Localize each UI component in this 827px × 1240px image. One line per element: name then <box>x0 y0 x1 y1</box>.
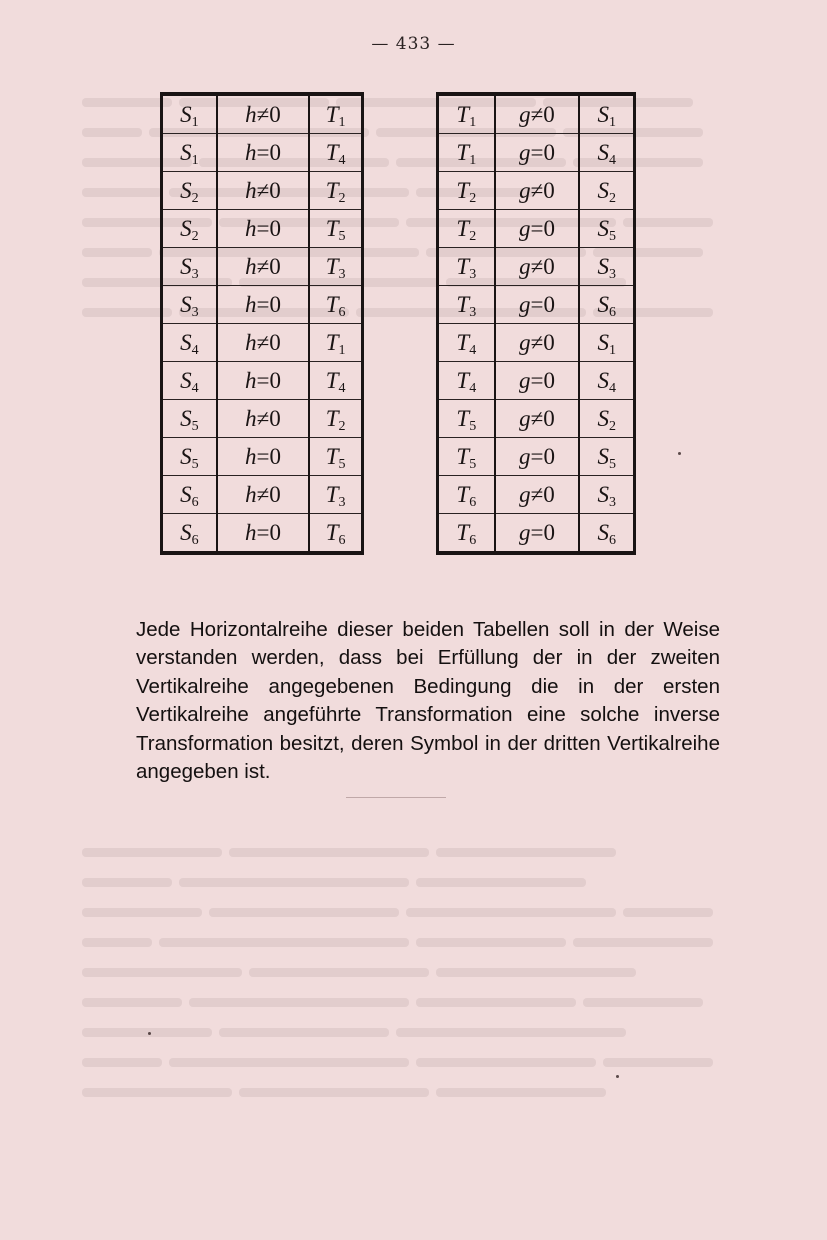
inverse-index: 3 <box>608 266 616 282</box>
transformation-cell <box>162 134 217 172</box>
table-row <box>162 362 363 400</box>
condition-relation: ≠ <box>530 253 544 279</box>
inverse-index: 6 <box>608 304 616 320</box>
condition-value: 0 <box>543 291 555 317</box>
table-row <box>438 324 635 362</box>
transformation-cell <box>438 514 495 554</box>
condition-cell <box>217 438 310 476</box>
inverse-index: 4 <box>608 380 616 396</box>
condition-cell <box>217 210 310 248</box>
condition-value: 0 <box>543 443 555 469</box>
inverse-index: 1 <box>608 342 616 358</box>
condition-cell <box>495 134 580 172</box>
paper-speck <box>148 1032 151 1035</box>
condition-variable: g <box>518 443 531 469</box>
transformation-cell <box>162 400 217 438</box>
inverse-index: 6 <box>338 304 346 320</box>
condition-cell <box>217 172 310 210</box>
inverse-index: 2 <box>338 190 346 206</box>
inverse-cell <box>309 210 362 248</box>
inverse-index: 5 <box>338 228 346 244</box>
inverse-letter: T <box>325 329 339 355</box>
transformation-index: 2 <box>191 190 199 206</box>
inverse-index: 2 <box>608 190 616 206</box>
condition-relation: ≠ <box>256 253 270 279</box>
transformation-index: 4 <box>191 380 199 396</box>
condition-cell <box>495 286 580 324</box>
condition-variable: h <box>244 139 257 165</box>
inverse-cell <box>309 248 362 286</box>
condition-value: 0 <box>269 367 281 393</box>
condition-cell <box>217 134 310 172</box>
table-row <box>162 324 363 362</box>
transformation-cell <box>162 476 217 514</box>
transformation-cell <box>438 94 495 134</box>
condition-value: 0 <box>543 139 555 165</box>
inverse-letter: S <box>597 481 609 507</box>
inverse-index: 5 <box>608 456 616 472</box>
condition-relation: = <box>256 291 270 317</box>
condition-value: 0 <box>543 177 555 203</box>
inverse-cell <box>309 438 362 476</box>
transformation-index: 3 <box>191 266 199 282</box>
transformation-letter: T <box>456 291 470 317</box>
condition-variable: g <box>518 291 531 317</box>
table-row <box>438 210 635 248</box>
condition-value: 0 <box>543 481 555 507</box>
condition-variable: h <box>244 367 257 393</box>
transformation-cell <box>438 286 495 324</box>
condition-value: 0 <box>269 177 281 203</box>
inverse-letter: S <box>597 291 609 317</box>
inverse-cell <box>579 94 634 134</box>
inverse-index: 6 <box>608 532 616 548</box>
table-row <box>162 400 363 438</box>
transformation-letter: T <box>456 177 470 203</box>
table-row <box>438 248 635 286</box>
inverse-index: 5 <box>608 228 616 244</box>
inverse-index: 6 <box>338 532 346 548</box>
condition-variable: g <box>519 405 531 431</box>
inverse-table-left-body <box>162 94 363 553</box>
inverse-cell <box>579 362 634 400</box>
inverse-cell <box>579 324 634 362</box>
transformation-letter: T <box>456 139 470 165</box>
inverse-cell <box>309 400 362 438</box>
transformation-cell <box>438 438 495 476</box>
condition-variable: h <box>244 215 257 241</box>
inverse-index: 4 <box>338 380 346 396</box>
condition-variable: g <box>519 101 531 127</box>
condition-relation: ≠ <box>530 405 544 431</box>
inverse-table-left <box>160 92 364 555</box>
table-row <box>438 514 635 554</box>
transformation-letter: T <box>456 443 470 469</box>
inverse-cell <box>309 134 362 172</box>
transformation-index: 3 <box>469 266 477 282</box>
inverse-cell <box>579 286 634 324</box>
transformation-cell <box>162 286 217 324</box>
condition-relation: ≠ <box>256 481 270 507</box>
condition-relation: = <box>530 367 544 393</box>
table-row <box>438 400 635 438</box>
transformation-letter: T <box>456 367 470 393</box>
condition-cell <box>495 94 580 134</box>
transformation-letter: T <box>456 215 470 241</box>
inverse-index: 2 <box>608 418 616 434</box>
condition-cell <box>217 476 310 514</box>
inverse-letter: S <box>597 519 609 545</box>
condition-cell <box>495 210 580 248</box>
transformation-index: 2 <box>469 228 477 244</box>
inverse-letter: S <box>597 329 609 355</box>
table-row <box>438 362 635 400</box>
table-row <box>438 286 635 324</box>
condition-value: 0 <box>269 101 281 127</box>
condition-variable: h <box>244 443 257 469</box>
condition-cell <box>217 248 310 286</box>
transformation-cell <box>162 248 217 286</box>
table-row <box>438 438 635 476</box>
condition-value: 0 <box>269 139 281 165</box>
inverse-index: 5 <box>338 456 346 472</box>
transformation-index: 2 <box>469 190 477 206</box>
condition-variable: g <box>518 367 531 393</box>
condition-value: 0 <box>269 405 281 431</box>
condition-variable: h <box>245 177 257 203</box>
inverse-cell <box>309 94 362 134</box>
inverse-letter: S <box>597 367 609 393</box>
condition-variable: g <box>519 481 531 507</box>
condition-variable: h <box>245 481 257 507</box>
condition-cell <box>495 438 580 476</box>
inverse-letter: T <box>325 519 339 545</box>
table-row <box>162 476 363 514</box>
inverse-index: 3 <box>608 494 616 510</box>
condition-variable: h <box>245 253 257 279</box>
inverse-letter: S <box>597 177 609 203</box>
transformation-index: 6 <box>191 494 199 510</box>
inverse-index: 3 <box>338 494 346 510</box>
condition-value: 0 <box>543 519 555 545</box>
transformation-cell <box>162 94 217 134</box>
transformation-index: 5 <box>191 418 199 434</box>
inverse-letter: T <box>325 291 339 317</box>
condition-cell <box>495 400 580 438</box>
transformation-index: 5 <box>469 456 477 472</box>
table-row <box>162 134 363 172</box>
transformation-cell <box>162 362 217 400</box>
inverse-index: 1 <box>608 114 616 130</box>
condition-variable: g <box>519 329 531 355</box>
transformation-letter: S <box>180 367 192 393</box>
inverse-cell <box>579 172 634 210</box>
condition-variable: h <box>244 519 257 545</box>
inverse-cell <box>579 134 634 172</box>
inverse-letter: S <box>597 405 609 431</box>
inverse-table-right <box>436 92 636 555</box>
condition-value: 0 <box>269 443 281 469</box>
condition-relation: ≠ <box>530 101 544 127</box>
condition-relation: = <box>530 291 544 317</box>
condition-value: 0 <box>269 215 281 241</box>
transformation-index: 6 <box>469 532 477 548</box>
condition-cell <box>495 362 580 400</box>
transformation-cell <box>162 210 217 248</box>
transformation-letter: S <box>180 481 192 507</box>
transformation-cell <box>438 248 495 286</box>
transformation-cell <box>438 210 495 248</box>
table-caption: Jede Horizontalreihe dieser beiden Tabellen soll in der Weise verstanden werden, dass bei Erfüllung der in der zweiten Vertikalreihe angegebenen Bedingung die in der ersten Vertikalreihe angeführte Transformation eine solche inverse Transformation besitzt, deren Symbol in der dritten Vertikalreihe angegeben ist. <box>136 617 720 783</box>
transformation-index: 1 <box>469 152 477 168</box>
condition-variable: g <box>519 253 531 279</box>
transformation-cell <box>438 172 495 210</box>
paper-speck <box>678 452 681 455</box>
inverse-cell <box>309 362 362 400</box>
condition-variable: g <box>519 177 531 203</box>
condition-relation: ≠ <box>530 329 544 355</box>
inverse-cell <box>579 400 634 438</box>
inverse-letter: T <box>325 443 339 469</box>
transformation-letter: S <box>180 329 192 355</box>
condition-value: 0 <box>543 367 555 393</box>
condition-value: 0 <box>269 519 281 545</box>
transformation-index: 5 <box>469 418 477 434</box>
condition-variable: h <box>245 329 257 355</box>
inverse-cell <box>579 438 634 476</box>
transformation-letter: S <box>180 253 192 279</box>
transformation-letter: T <box>456 329 470 355</box>
inverse-letter: S <box>597 253 609 279</box>
transformation-index: 4 <box>469 342 477 358</box>
transformation-index: 4 <box>469 380 477 396</box>
inverse-letter: T <box>325 253 339 279</box>
condition-relation: ≠ <box>256 177 270 203</box>
condition-relation: = <box>256 215 270 241</box>
condition-variable: h <box>245 405 257 431</box>
condition-value: 0 <box>543 253 555 279</box>
inverse-cell <box>579 248 634 286</box>
transformation-letter: S <box>180 101 192 127</box>
transformation-cell <box>438 400 495 438</box>
inverse-index: 1 <box>338 342 346 358</box>
condition-relation: ≠ <box>530 177 544 203</box>
condition-variable: h <box>244 291 257 317</box>
page-number: — 433 — <box>371 34 456 54</box>
condition-cell <box>217 400 310 438</box>
show-through-rule <box>346 797 446 798</box>
transformation-cell <box>162 172 217 210</box>
inverse-cell <box>579 514 634 554</box>
condition-relation: = <box>256 367 270 393</box>
condition-cell <box>217 94 310 134</box>
condition-relation: = <box>530 443 544 469</box>
inverse-index: 3 <box>338 266 346 282</box>
transformation-index: 4 <box>191 342 199 358</box>
inverse-cell <box>579 476 634 514</box>
condition-value: 0 <box>269 291 281 317</box>
table-row <box>162 438 363 476</box>
transformation-index: 1 <box>191 114 199 130</box>
transformation-index: 5 <box>191 456 199 472</box>
table-row <box>438 134 635 172</box>
condition-value: 0 <box>543 215 555 241</box>
condition-cell <box>495 172 580 210</box>
show-through-bottom <box>82 838 722 1108</box>
inverse-index: 1 <box>338 114 346 130</box>
condition-cell <box>217 324 310 362</box>
inverse-cell <box>309 172 362 210</box>
condition-relation: ≠ <box>256 329 270 355</box>
transformation-cell <box>162 438 217 476</box>
condition-value: 0 <box>543 405 555 431</box>
condition-relation: = <box>530 139 544 165</box>
inverse-letter: S <box>597 215 609 241</box>
inverse-letter: T <box>325 367 339 393</box>
condition-relation: = <box>256 443 270 469</box>
inverse-letter: S <box>597 139 609 165</box>
transformation-index: 3 <box>191 304 199 320</box>
inverse-table-right-body <box>438 94 635 553</box>
inverse-letter: T <box>325 139 339 165</box>
transformation-letter: T <box>456 481 470 507</box>
inverse-letter: T <box>325 177 339 203</box>
table-row <box>162 172 363 210</box>
condition-relation: = <box>256 519 270 545</box>
inverse-letter: T <box>325 405 339 431</box>
condition-cell <box>495 514 580 554</box>
inverse-cell <box>309 514 362 554</box>
condition-variable: h <box>245 101 257 127</box>
inverse-cell <box>309 324 362 362</box>
transformation-cell <box>438 362 495 400</box>
condition-value: 0 <box>269 329 281 355</box>
transformation-letter: T <box>456 253 470 279</box>
table-row <box>438 476 635 514</box>
transformation-letter: S <box>180 139 192 165</box>
inverse-letter: S <box>597 443 609 469</box>
table-row <box>162 94 363 134</box>
transformation-index: 3 <box>469 304 477 320</box>
transformation-letter: T <box>456 519 470 545</box>
table-row <box>162 248 363 286</box>
inverse-cell <box>579 210 634 248</box>
transformation-index: 1 <box>469 114 477 130</box>
condition-value: 0 <box>543 329 555 355</box>
transformation-letter: S <box>180 215 192 241</box>
table-row <box>438 172 635 210</box>
condition-cell <box>495 476 580 514</box>
inverse-letter: T <box>325 215 339 241</box>
inverse-index: 4 <box>338 152 346 168</box>
inverse-letter: T <box>325 101 339 127</box>
table-row <box>438 94 635 134</box>
inverse-letter: S <box>597 101 609 127</box>
inverse-cell <box>309 476 362 514</box>
condition-cell <box>495 248 580 286</box>
transformation-letter: T <box>456 405 470 431</box>
inverse-cell <box>309 286 362 324</box>
transformation-cell <box>162 324 217 362</box>
table-row <box>162 210 363 248</box>
condition-value: 0 <box>269 253 281 279</box>
transformation-letter: S <box>180 177 192 203</box>
condition-relation: = <box>530 215 544 241</box>
condition-cell <box>217 286 310 324</box>
transformation-cell <box>438 134 495 172</box>
inverse-letter: T <box>325 481 339 507</box>
condition-relation: = <box>530 519 544 545</box>
transformation-cell <box>438 476 495 514</box>
transformation-index: 6 <box>469 494 477 510</box>
table-row <box>162 286 363 324</box>
inverse-index: 4 <box>608 152 616 168</box>
transformation-letter: S <box>180 291 192 317</box>
condition-relation: = <box>256 139 270 165</box>
condition-relation: ≠ <box>256 101 270 127</box>
table-row <box>162 514 363 554</box>
condition-cell <box>495 324 580 362</box>
paper-speck <box>616 1075 619 1078</box>
condition-cell <box>217 362 310 400</box>
transformation-index: 6 <box>191 532 199 548</box>
condition-relation: ≠ <box>256 405 270 431</box>
condition-cell <box>217 514 310 554</box>
condition-variable: g <box>518 215 531 241</box>
transformation-cell <box>162 514 217 554</box>
transformation-index: 1 <box>191 152 199 168</box>
transformation-letter: T <box>456 101 470 127</box>
condition-variable: g <box>518 139 531 165</box>
condition-value: 0 <box>543 101 555 127</box>
transformation-cell <box>438 324 495 362</box>
transformation-letter: S <box>180 519 192 545</box>
inverse-index: 2 <box>338 418 346 434</box>
condition-value: 0 <box>269 481 281 507</box>
transformation-index: 2 <box>191 228 199 244</box>
transformation-letter: S <box>180 405 192 431</box>
condition-variable: g <box>518 519 531 545</box>
transformation-letter: S <box>180 443 192 469</box>
condition-relation: ≠ <box>530 481 544 507</box>
